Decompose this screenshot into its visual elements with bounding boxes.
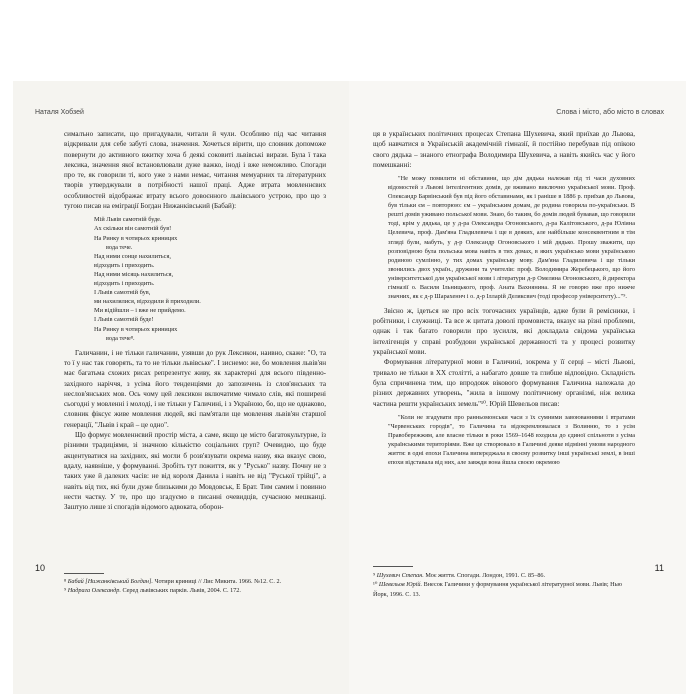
footnote-author: Бабай [Нижанківський Богдан].: [67, 578, 153, 585]
paragraph: Формування літературної мови в Галичині, зокрема у її серці – місті Львові, тривало не тільки в XX столітті, а набагато довше та глибше відповідно. Складність була спричинена тим, що впродовж віковoго формування Галичина належала до різних державних утворень, "жила в іншому політичному організмі, ніж велика частина решти українських земель"¹⁰. Юрій Шевельов писав:: [373, 358, 635, 408]
left-text-column: [64, 129, 326, 512]
paragraph: Звісно ж, ідеться не про всіх тогочасних українців, адже були й ремісники, і робітники, і служниці. Та все ж цитата доволі промовиста, вказує на різні проблеми, однак і так багато говорили про зусилля, які докладала свідома українська інтелігенція у справі розбудови української державності та у процесі розвитку української мови.: [373, 306, 635, 357]
footnote-author: Надрага Олександр.: [67, 587, 121, 595]
poem-line: вода тече⁸.: [106, 334, 135, 342]
right-text-column: [373, 129, 635, 472]
footnote: [64, 586, 326, 595]
footnote-source: Чотири криниці // Лис Микита. 1966. №12. С. 2.: [152, 578, 282, 585]
block-quote: "Коли не згадувати про ранньомонськи часи з їх сумними завоюваннями і втратами "Червенських городів", то Галичина та відокремлювалася з Волинню, то з усім Правобережжям, але власне тільки в роки 1569–1648 входила до єдиної спільноти з усіма українськими територіями. Вже це створювало в Галичині деяке відмінні умови народного життя: в одні епохи Галичина випереджала в своєму розвитку інші українські землі, в інші епохи відставала від них, але завжди вона йшла своєю окремою: [388, 413, 635, 467]
poem-line: І Львів самотній був,: [94, 289, 151, 297]
poem-line: На Ринку в чотирьох криницях: [94, 325, 178, 333]
paragraph: Галичанин, і не тільки галичанин, узявши до рук Лексикон, наивно, скаже: "О, та то ї у нас так говорять, та то не тільки львівське". І зиснемо: же, бо мовлення львів'ян має багатьма схожих рисах репрезентує живу, як характерні для всього південно-західного наріччя, з усіма його тенденціями до запозичень із слов'янських та неслов'янських мов. Ось чому цей лексикон включатиме чимало слів, які поширені сьогодні у мовленні і молоді, і не тільки у Галичині, і з Україною, бо, що не однаково, словник фіксує живе мовлення людей, які пам'ятали ще мовлення львів'ян старшої генерації, "Львів і край – це одно".: [64, 348, 326, 429]
footnote-divider: [373, 566, 413, 567]
footnote: [373, 571, 635, 580]
footnote: [64, 577, 326, 586]
poem-line: Ах скільки він самотній був!: [94, 225, 172, 233]
footnote-author: Шевельов Юрій.: [378, 581, 423, 589]
poem-line: І Львів самотній буде!: [94, 316, 154, 324]
poem-line: вода тече.: [106, 243, 133, 251]
poem-line: Ми відійшли – і вже не прийдемо.: [94, 307, 186, 315]
footnote-author: Шухевич Степан.: [376, 572, 424, 579]
paragraph: ця в українських політичних процесах Степана Шухевича, який приїхав до Львова, щоб навчатися в Українській академічній гімназії, й постійно перебував під опікою свого дядька – знаного етнографа Володимира Шухевича, а навіть якийсь час у його помешканні:: [373, 130, 635, 169]
poem-line: відходить і приходить.: [94, 280, 155, 288]
poem-line: відходить і приходить.: [94, 261, 155, 269]
block-quote: "Не можу помилити ні обставини, що дім дядька належав під ті часи духовних відомостей з Львові інтелігентних домів, де вживано виключно української мови. Проф. Олександр Барвінський був під його обставинами, як і раніше в 1886 р. приїхав до Львова, був тільки єм – повторюю: єм – українським домам, де родина говорила по-українськи. В решті домів уживано польської мови. Знаю, бо таким, бо домів людей бувавав, що говорили тоді, крім у дядька, це у д-ра Олександра Огоновського, д-ра Калітовського, д-ра Юліяна Целевича, проф. Дам'яна Гладилевича і ще в деяких, але найбільше консеквентним в тім згляді були, мабуть, у д-р Олександр Огоновського і мій дядько. Прошу зважити, що розповідною була польська мова навіть в тих домах, в яких українсько мови українською родиною сумлінно, у тих домах українську мову. Дам'яна Гладилевича і ще тільки звонились двох україн., дружини та учителів: проф. Володимира Жеребецького, що його університетської для української мови і літератури д-р Омеляна Огоновського, й директора гімназії о. Василя Ільницького, проф. Аната Вахнянина. Я не говорю вже про нижче значних, як є д-р Шарахеннч і о. д-р Ілларій Деляксвич (тоді професор університету)..."⁹.: [388, 175, 635, 300]
footnote-number: ⁸: [64, 578, 68, 585]
footnotes-left: [64, 577, 326, 596]
poem-line: Над ними місяць нахилиться,: [94, 270, 174, 278]
footnote-divider: [64, 573, 104, 574]
footnotes-right: [373, 571, 635, 599]
footnote-number: ⁹: [373, 572, 377, 579]
poem-line: Над ними сонце нахилиться,: [94, 252, 171, 260]
footnote-number: ¹⁰: [373, 581, 379, 589]
poem-line: ми нахилялися, відходили й приходили.: [94, 298, 201, 306]
running-header-title: Слова і місто, або місто в словах: [556, 109, 664, 116]
paragraph: Що формує мовленнєвий простір міста, а саме, якщо це місто багатокультурне, із різними традиціями, зі значною кількістю соціальних груп? Очевидно, що буде акцентуватися на західних, які могли б розв'язувати окрема назву, яка вказує свою, вдалу, наявніше, у формуванні. Зробіть тут пожиття, як у "Русько" назву. Почну не з таких уже й далеких часів: не від короля Данила і навіть не від "Руської трійці", а навіть від тих, які були дуже близькими до Мовдовськ, Е Брат. Тим самим і повинно нести частку. У те, про що згадуємо в писанні очевидців, сучасною мешканці. Заштую лише зі спогадів відомого адвоката, оборон-: [64, 431, 326, 512]
poem-line: Мій Львів самотній буде.: [94, 216, 162, 224]
footnote-source: Моє життя. Спогади. Лондон, 1991. С. 85–86.: [423, 572, 546, 579]
page-number-right: 11: [654, 563, 664, 573]
paragraph: сималъно записати, що пригадували, читали й чули. Особливо під час читання відкривали для себе забуті слова, значення. Хочеться вірити, що словник допоможе повернути до активного вжитку хоча б деякі соковиті львівські вирази. Була ї така лексика, значення якої встановлювали дуже важко, іноді і вже неможливо. Спогади про те, як говорили ті, кого уже з нами немає, читання мемуарних та літературних творів утверджували в потрібності нашої праці. Адже втрата мовленнєвих особливостей відображає втрату всього довоєнного львівського устрою, про що з тугою писав на еміграції Богдан Нижанківський (Бабай):: [64, 130, 326, 211]
running-header-author: Наталя Хобзей: [35, 109, 84, 116]
poem-line: На Ринку в чотирьох криницях: [94, 234, 178, 242]
footnote-source: Серед львівських парків. Львів, 2004. С. 172.: [120, 587, 241, 595]
footnote: [373, 580, 635, 599]
footnote-number: ⁹: [64, 587, 68, 595]
page-number-left: 10: [35, 563, 46, 573]
footnote-source: Внесок Галичини у формування української літературної мови. Львів; Нью Йорк, 1996. С. 13.: [373, 581, 623, 598]
poem-quote: [94, 215, 326, 342]
